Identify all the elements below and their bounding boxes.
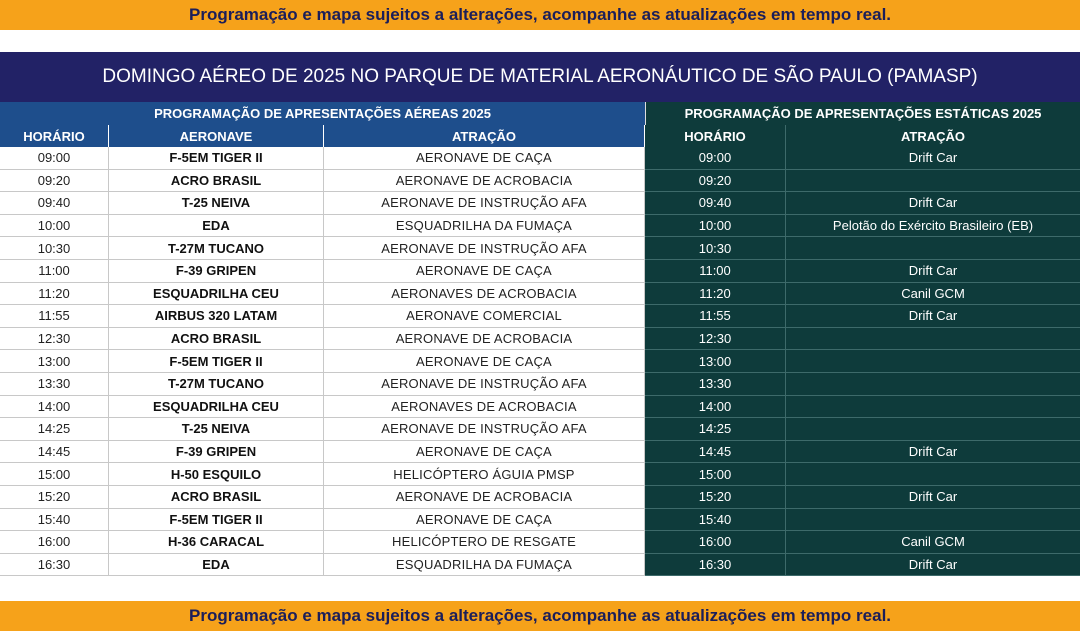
static-time-cell: 12:30	[645, 328, 786, 351]
static-time-cell: 10:30	[645, 237, 786, 260]
static-attraction-cell	[786, 328, 1080, 351]
air-attraction-cell: AERONAVES DE ACROBACIA	[324, 283, 645, 306]
aircraft-cell: ESQUADRILHA CEU	[109, 283, 324, 306]
static-time-cell: 15:20	[645, 486, 786, 509]
air-footer-spacer	[0, 582, 645, 601]
static-attraction-cell	[786, 350, 1080, 373]
static-header-time: HORÁRIO	[645, 125, 786, 147]
table-row	[0, 509, 1080, 532]
air-time-cell: 09:40	[0, 192, 109, 215]
table-row	[0, 350, 1080, 373]
aircraft-cell: T-27M TUCANO	[109, 237, 324, 260]
table-row	[0, 215, 1080, 238]
air-attraction-cell: AERONAVE DE ACROBACIA	[324, 486, 645, 509]
aircraft-cell: ACRO BRASIL	[109, 328, 324, 351]
static-attraction-cell: Canil GCM	[786, 283, 1080, 306]
aircraft-cell: F-39 GRIPEN	[109, 441, 324, 464]
air-attraction-cell: ESQUADRILHA DA FUMAÇA	[324, 554, 645, 577]
air-attraction-cell: AERONAVES DE ACROBACIA	[324, 396, 645, 419]
static-time-cell: 11:20	[645, 283, 786, 306]
air-attraction-cell: AERONAVE DE ACROBACIA	[324, 328, 645, 351]
air-time-cell: 13:00	[0, 350, 109, 373]
table-row	[0, 486, 1080, 509]
bottom-notice-banner: Programação e mapa sujeitos a alterações, acompanhe as atualizações em tempo real.	[0, 601, 1080, 631]
table-row	[0, 396, 1080, 419]
air-time-cell: 16:30	[0, 554, 109, 577]
air-attraction-cell: HELICÓPTERO DE RESGATE	[324, 531, 645, 554]
air-attraction-cell: AERONAVE DE INSTRUÇÃO AFA	[324, 373, 645, 396]
air-header-time: HORÁRIO	[0, 125, 109, 147]
table-row	[0, 463, 1080, 486]
air-section-title: PROGRAMAÇÃO DE APRESENTAÇÕES AÉREAS 2025	[0, 102, 645, 125]
aircraft-cell: H-50 ESQUILO	[109, 463, 324, 486]
table-row	[0, 531, 1080, 554]
static-header-attraction: ATRAÇÃO	[786, 125, 1080, 147]
static-time-cell: 15:00	[645, 463, 786, 486]
static-attraction-cell: Drift Car	[786, 260, 1080, 283]
air-time-cell: 11:20	[0, 283, 109, 306]
static-attraction-cell: Drift Car	[786, 441, 1080, 464]
air-attraction-cell: HELICÓPTERO ÁGUIA PMSP	[324, 463, 645, 486]
static-attraction-cell	[786, 396, 1080, 419]
aircraft-cell: F-5EM TIGER II	[109, 147, 324, 170]
aircraft-cell: EDA	[109, 215, 324, 238]
table-row	[0, 192, 1080, 215]
schedule-table-body	[0, 147, 1080, 576]
air-time-cell: 10:00	[0, 215, 109, 238]
air-time-cell: 14:00	[0, 396, 109, 419]
air-time-cell: 12:30	[0, 328, 109, 351]
static-footer-spacer	[645, 582, 1080, 601]
static-time-cell: 13:30	[645, 373, 786, 396]
static-time-cell: 13:00	[645, 350, 786, 373]
static-attraction-cell: Drift Car	[786, 305, 1080, 328]
static-time-cell: 16:00	[645, 531, 786, 554]
table-row	[0, 283, 1080, 306]
aircraft-cell: F-39 GRIPEN	[109, 260, 324, 283]
air-time-cell: 10:30	[0, 237, 109, 260]
static-attraction-cell: Drift Car	[786, 147, 1080, 170]
table-row	[0, 305, 1080, 328]
air-attraction-cell: AERONAVE DE ACROBACIA	[324, 170, 645, 193]
static-attraction-cell	[786, 170, 1080, 193]
table-row	[0, 554, 1080, 577]
air-header-aircraft: AERONAVE	[109, 125, 324, 147]
air-time-cell: 09:00	[0, 147, 109, 170]
aircraft-cell: T-25 NEIVA	[109, 192, 324, 215]
table-row	[0, 260, 1080, 283]
aircraft-cell: ACRO BRASIL	[109, 486, 324, 509]
air-attraction-cell: AERONAVE DE CAÇA	[324, 509, 645, 532]
table-row	[0, 170, 1080, 193]
air-time-cell: 13:30	[0, 373, 109, 396]
static-time-cell: 09:20	[645, 170, 786, 193]
air-time-cell: 15:20	[0, 486, 109, 509]
air-time-cell: 11:55	[0, 305, 109, 328]
top-notice-banner: Programação e mapa sujeitos a alterações, acompanhe as atualizações em tempo real.	[0, 0, 1080, 30]
static-time-cell: 14:00	[645, 396, 786, 419]
aircraft-cell: H-36 CARACAL	[109, 531, 324, 554]
static-time-cell: 09:40	[645, 192, 786, 215]
static-attraction-cell	[786, 237, 1080, 260]
static-time-cell: 15:40	[645, 509, 786, 532]
static-attraction-cell	[786, 418, 1080, 441]
static-time-cell: 14:45	[645, 441, 786, 464]
static-attraction-cell: Canil GCM	[786, 531, 1080, 554]
table-row	[0, 328, 1080, 351]
air-time-cell: 14:25	[0, 418, 109, 441]
air-time-cell: 15:40	[0, 509, 109, 532]
air-time-cell: 14:45	[0, 441, 109, 464]
page-title: DOMINGO AÉREO DE 2025 NO PARQUE DE MATERIAL AERONÁUTICO DE SÃO PAULO (PAMASP)	[0, 52, 1080, 102]
static-attraction-cell	[786, 373, 1080, 396]
static-attraction-cell: Drift Car	[786, 486, 1080, 509]
table-row	[0, 237, 1080, 260]
static-time-cell: 11:55	[645, 305, 786, 328]
aircraft-cell: ESQUADRILHA CEU	[109, 396, 324, 419]
air-attraction-cell: AERONAVE DE CAÇA	[324, 350, 645, 373]
air-time-cell: 09:20	[0, 170, 109, 193]
static-attraction-cell: Pelotão do Exército Brasileiro (EB)	[786, 215, 1080, 238]
air-time-cell: 11:00	[0, 260, 109, 283]
air-attraction-cell: AERONAVE DE INSTRUÇÃO AFA	[324, 418, 645, 441]
air-attraction-cell: AERONAVE DE CAÇA	[324, 147, 645, 170]
static-attraction-cell	[786, 509, 1080, 532]
static-attraction-cell: Drift Car	[786, 192, 1080, 215]
table-row	[0, 418, 1080, 441]
air-attraction-cell: AERONAVE DE CAÇA	[324, 441, 645, 464]
air-attraction-cell: AERONAVE DE INSTRUÇÃO AFA	[324, 237, 645, 260]
aircraft-cell: T-25 NEIVA	[109, 418, 324, 441]
table-row	[0, 441, 1080, 464]
static-attraction-cell: Drift Car	[786, 554, 1080, 577]
aircraft-cell: ACRO BRASIL	[109, 170, 324, 193]
air-attraction-cell: AERONAVE COMERCIAL	[324, 305, 645, 328]
aircraft-cell: F-5EM TIGER II	[109, 350, 324, 373]
air-time-cell: 15:00	[0, 463, 109, 486]
air-attraction-cell: AERONAVE DE INSTRUÇÃO AFA	[324, 192, 645, 215]
static-time-cell: 10:00	[645, 215, 786, 238]
static-attraction-cell	[786, 463, 1080, 486]
table-row	[0, 147, 1080, 170]
air-attraction-cell: AERONAVE DE CAÇA	[324, 260, 645, 283]
table-row	[0, 373, 1080, 396]
table-footer-spacer	[0, 582, 1080, 601]
static-time-cell: 11:00	[645, 260, 786, 283]
air-header-attraction: ATRAÇÃO	[324, 125, 645, 147]
air-time-cell: 16:00	[0, 531, 109, 554]
aircraft-cell: T-27M TUCANO	[109, 373, 324, 396]
static-time-cell: 16:30	[645, 554, 786, 577]
static-time-cell: 14:25	[645, 418, 786, 441]
static-section-title: PROGRAMAÇÃO DE APRESENTAÇÕES ESTÁTICAS 2025	[645, 102, 1080, 125]
aircraft-cell: F-5EM TIGER II	[109, 509, 324, 532]
aircraft-cell: EDA	[109, 554, 324, 577]
static-time-cell: 09:00	[645, 147, 786, 170]
spacer	[0, 30, 1080, 52]
air-attraction-cell: ESQUADRILHA DA FUMAÇA	[324, 215, 645, 238]
aircraft-cell: AIRBUS 320 LATAM	[109, 305, 324, 328]
